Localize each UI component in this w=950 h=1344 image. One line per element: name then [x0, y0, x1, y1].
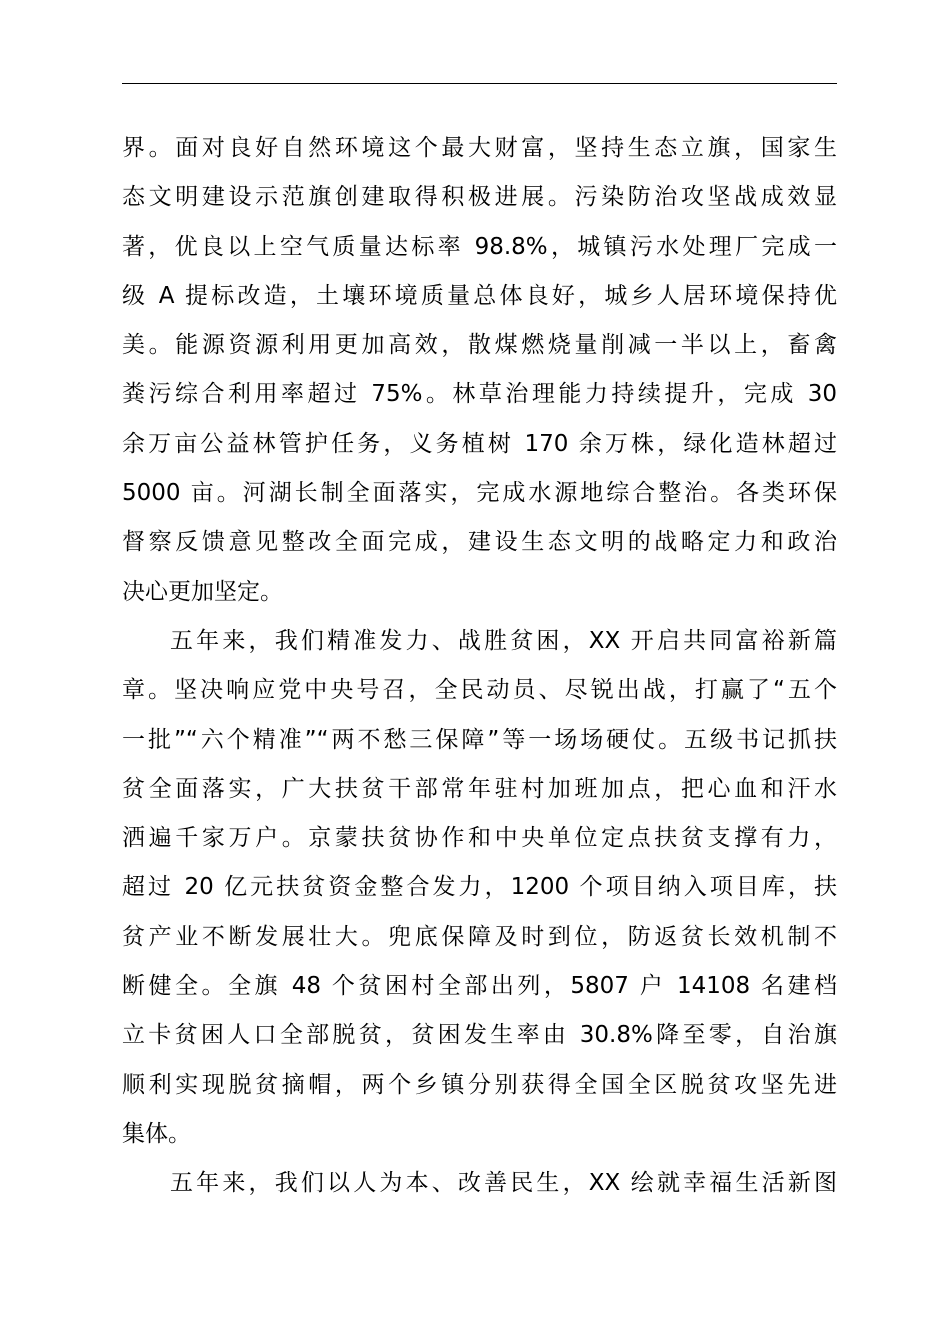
text-line: 洒遍千家万户。京蒙扶贫协作和中央单位定点扶贫支撑有力，: [122, 825, 837, 852]
text-line: 集体。: [122, 1120, 191, 1147]
text-line: 态文明建设示范旗创建取得积极进展。污染防治攻坚战成效显: [122, 184, 837, 211]
text-line: 督察反馈意见整改全面完成，建设生态文明的战略定力和政治: [122, 529, 837, 556]
paragraph-poverty: [122, 617, 837, 1159]
text-line: 立卡贫困人口全部脱贫，贫困发生率由 30.8%降至零，自治旗: [122, 1022, 837, 1049]
text-line: 余万亩公益林管护任务，义务植树 170 余万株，绿化造林超过: [122, 430, 837, 457]
text-line: 界。面对良好自然环境这个最大财富，坚持生态立旗，国家生: [122, 135, 837, 161]
text-line: 美。能源资源利用更加高效，散煤燃烧量削减一半以上，畜禽: [122, 332, 837, 359]
text-line: 粪污综合利用率超过 75%。林草治理能力持续提升，完成 30: [122, 381, 837, 408]
text-line: 决心更加坚定。: [122, 578, 283, 605]
document-body: [122, 124, 837, 1209]
text-line: 贫全面落实，广大扶贫干部常年驻村加班加点，把心血和汗水: [122, 775, 837, 802]
text-line: 断健全。全旗 48 个贫困村全部出列，5807 户 14108 名建档: [122, 973, 837, 1000]
text-line: 顺利实现脱贫摘帽，两个乡镇分别获得全国全区脱贫攻坚先进: [122, 1071, 837, 1098]
text-line: 五年来，我们以人为本、改善民生，XX 绘就幸福生活新图: [170, 1170, 837, 1197]
text-line: 级 A 提标改造，土壤环境质量总体良好，城乡人居环境保持优: [122, 282, 837, 309]
paragraph-livelihood: [122, 1159, 837, 1208]
header-rule: [122, 83, 837, 84]
text-line: 贫产业不断发展壮大。兜底保障及时到位，防返贫长效机制不: [122, 923, 837, 950]
text-line: 著，优良以上空气质量达标率 98.8%，城镇污水处理厂完成一: [122, 233, 837, 260]
paragraph-ecology: [122, 124, 837, 617]
text-line: 五年来，我们精准发力、战胜贫困，XX 开启共同富裕新篇: [170, 627, 837, 654]
text-line: 超过 20 亿元扶贫资金整合发力，1200 个项目纳入项目库，扶: [122, 874, 837, 901]
text-line: 5000 亩。河湖长制全面落实，完成水源地综合整治。各类环保: [122, 480, 837, 507]
text-line: 一批”“六个精准”“两不愁三保障”等一场场硬仗。五级书记抓扶: [122, 726, 837, 753]
text-line: 章。坚决响应党中央号召，全民动员、尽锐出战，打赢了“五个: [122, 677, 837, 704]
